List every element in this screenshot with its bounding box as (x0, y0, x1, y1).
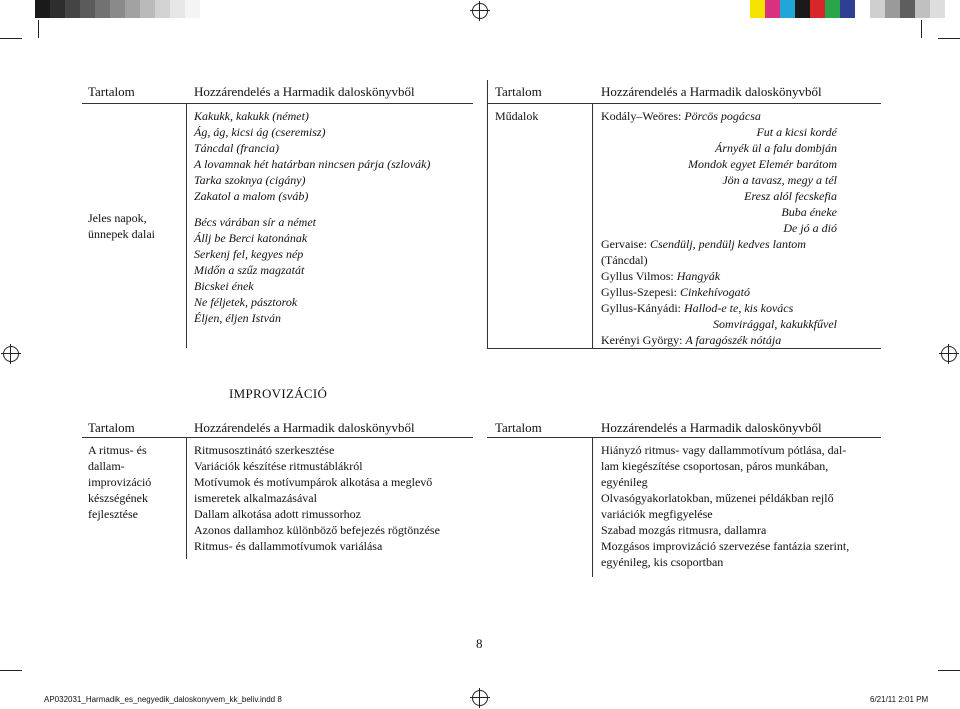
list-item: Motívumok és motívumpárok alkotása a meglevő (194, 475, 433, 489)
color-swatch (915, 0, 930, 18)
color-swatch (780, 0, 795, 18)
registration-mark-icon (3, 346, 19, 362)
crop-mark (938, 38, 960, 39)
list-item: Gyllus-Szepesi: Cinkehívogató (601, 285, 750, 299)
list-item: Ne féljetek, pásztorok (194, 295, 298, 309)
header-tartalom: Tartalom (88, 420, 135, 435)
composer-list (601, 108, 837, 348)
header-tartalom: Tartalom (495, 420, 542, 435)
list-item: Kodály–Weöres: Pörcös pogácsa (601, 109, 761, 123)
list-item: Dallam alkotása adott rimussorhoz (194, 507, 361, 521)
table-rule (487, 103, 881, 104)
crop-mark (0, 670, 22, 671)
list-item: Buba éneke (781, 205, 837, 219)
color-swatch (825, 0, 840, 18)
crop-mark (938, 670, 960, 671)
section-title: IMPROVIZÁCIÓ (229, 386, 328, 401)
category-cell: Műdalok (495, 109, 539, 123)
header-hozzarendeles: Hozzárendelés a Harmadik daloskönyvből (194, 420, 415, 435)
crop-mark (921, 20, 922, 38)
color-swatch (855, 0, 870, 18)
list-item: Gyllus-Kányádi: Hallod-e te, kis kovács (601, 301, 794, 315)
gray-swatch (35, 0, 50, 18)
registration-mark-icon (472, 3, 488, 19)
list-item: Árnyék ül a falu dombján (715, 141, 837, 155)
gray-swatch (80, 0, 95, 18)
color-swatch (750, 0, 765, 18)
color-swatch (795, 0, 810, 18)
table-rule (82, 437, 473, 438)
gray-swatch (95, 0, 110, 18)
color-swatch (900, 0, 915, 18)
list-item: ismeretek alkalmazásával (194, 491, 317, 505)
gray-swatch (20, 0, 35, 18)
gray-swatch (110, 0, 125, 18)
gray-swatch (185, 0, 200, 18)
table-rule (487, 437, 881, 438)
list-item: Eresz alól fecskefia (744, 189, 837, 203)
color-swatch (810, 0, 825, 18)
list-item: Hiányzó ritmus- vagy dallammotívum pótlása, dal- (601, 443, 847, 457)
gray-swatch (155, 0, 170, 18)
list-item: Jön a tavasz, megy a tél (722, 173, 837, 187)
list-item: De jó a dió (783, 221, 837, 235)
table-rule (487, 348, 881, 349)
list-item: Kakukk, kakukk (német) (194, 109, 309, 123)
gray-swatch (125, 0, 140, 18)
list-item: Kerényi György: A faragószék nótája (601, 333, 782, 347)
list-item: A lovamnak hét határban nincsen párja (szlovák) (194, 157, 431, 171)
table-rule (487, 80, 488, 348)
list-item: Állj be Berci katonának (194, 231, 308, 245)
list-item: Ritmus- és dallammotívumok variálása (194, 539, 383, 553)
header-hozzarendeles: Hozzárendelés a Harmadik daloskönyvből (194, 84, 415, 99)
color-calibration-bar (750, 0, 945, 18)
gray-swatch (65, 0, 80, 18)
list-item: Tarka szoknya (cigány) (194, 173, 306, 187)
list-item: lam kiegészítése csoportosan, páros munkában, (601, 459, 829, 473)
crop-mark (38, 20, 39, 38)
slug-filename: AP032031_Harmadik_es_negyedik_daloskonyvem_kk_beliv.indd 8 (44, 695, 282, 704)
list-item: Olvasógyakorlatokban, műzenei példákban rejlő (601, 491, 834, 505)
header-tartalom: Tartalom (495, 84, 542, 99)
list-item: Mozgásos improvizáció szervezése fantázia szerint, (601, 539, 850, 553)
list-item: Szabad mozgás ritmusra, dallamra (601, 523, 767, 537)
activity-list (194, 442, 479, 554)
gray-swatch (140, 0, 155, 18)
registration-mark-icon (941, 346, 957, 362)
list-item: Gervaise: Csendülj, pendülj kedves lantom (601, 237, 806, 251)
list-item: Azonos dallamhoz különböző befejezés rögtönzése (194, 523, 440, 537)
table-rule (592, 437, 593, 577)
color-swatch (930, 0, 945, 18)
list-item: Táncdal (francia) (194, 141, 279, 155)
gray-swatch (50, 0, 65, 18)
list-item: variációk megfigyelése (601, 507, 713, 521)
list-item: Fut a kicsi kordé (756, 125, 837, 139)
slug-date: 6/21/11 2:01 PM (870, 695, 929, 704)
list-item: egyénileg (601, 475, 648, 489)
color-swatch (765, 0, 780, 18)
page-number: 8 (476, 636, 483, 651)
list-item: Mondok egyet Elemér barátom (688, 157, 837, 171)
registration-mark-icon (472, 690, 488, 706)
list-item: Ritmusosztinátó szerkesztése (194, 443, 335, 457)
list-item: Midőn a szűz magzatát (194, 263, 305, 277)
crop-mark (0, 38, 22, 39)
list-item: Somvirággal, kakukkfűvel (713, 317, 837, 331)
category-cell: Jeles napok, ünnepek dalai (88, 211, 155, 241)
list-item: Serkenj fel, kegyes nép (194, 247, 304, 261)
list-item: Ág, ág, kicsi ág (cseremisz) (194, 125, 326, 139)
color-swatch (885, 0, 900, 18)
gray-swatch (170, 0, 185, 18)
table-rule (82, 103, 473, 104)
list-item: Éljen, éljen István (194, 311, 281, 325)
list-item: Bicskei ének (194, 279, 254, 293)
table-rule (592, 103, 593, 348)
list-item: Zakatol a malom (sváb) (194, 189, 309, 203)
header-hozzarendeles: Hozzárendelés a Harmadik daloskönyvből (601, 84, 822, 99)
gray-calibration-bar (20, 0, 200, 18)
table-rule (186, 437, 187, 559)
table-rule (186, 103, 187, 348)
color-swatch (840, 0, 855, 18)
header-tartalom: Tartalom (88, 84, 135, 99)
color-swatch (870, 0, 885, 18)
song-list (194, 108, 484, 326)
list-item: Bécs várában sír a német (194, 215, 316, 229)
list-item: Variációk készítése ritmustáblákról (194, 459, 363, 473)
activity-list (601, 442, 875, 570)
list-item: (Táncdal) (601, 253, 648, 267)
header-hozzarendeles: Hozzárendelés a Harmadik daloskönyvből (601, 420, 822, 435)
category-cell: A ritmus- és dallam- improvizáció készségének fejlesztése (88, 443, 152, 521)
list-item: Gyllus Vilmos: Hangyák (601, 269, 721, 283)
list-item: egyénileg, kis csoportban (601, 555, 724, 569)
